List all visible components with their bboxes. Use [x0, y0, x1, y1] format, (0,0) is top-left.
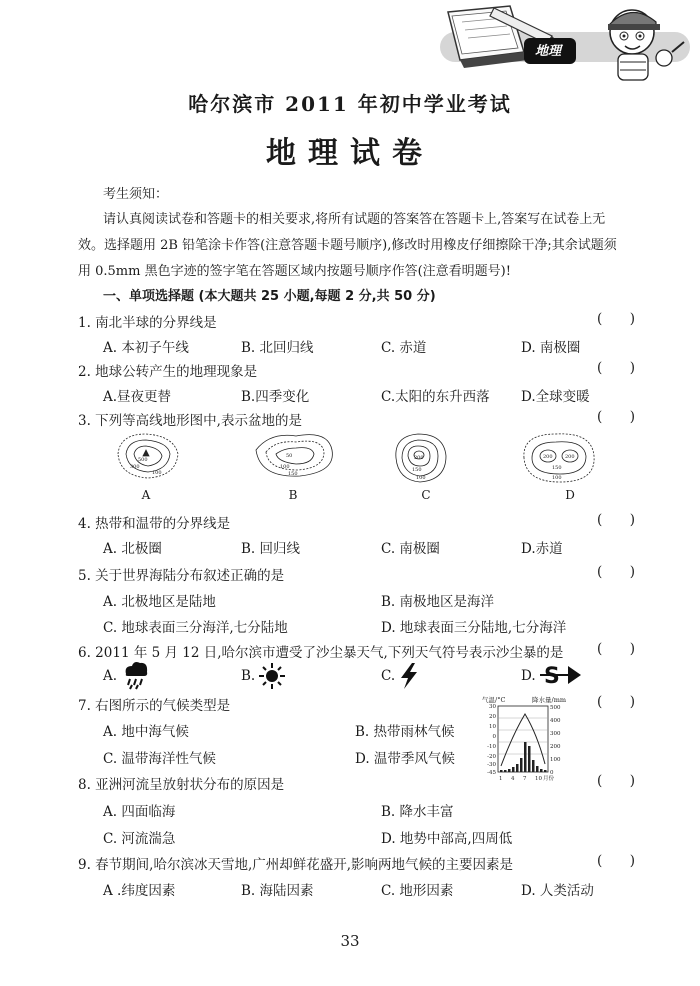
answer-paren: ( ) [597, 311, 635, 327]
option-d: D. 地势中部高,四周低 [381, 831, 513, 847]
option-b: B. 回归线 [241, 541, 301, 557]
answer-paren: ( ) [597, 512, 635, 528]
svg-text:150: 150 [288, 471, 298, 477]
rain-storm-icon [122, 660, 150, 690]
svg-text:400: 400 [550, 718, 561, 724]
notice-line: 请认真阅读试卷和答题卡的相关要求,将所有试题的答案答在答题卡上,答案写在试卷上无 [103, 212, 606, 227]
svg-text:-10: -10 [487, 744, 496, 750]
sandstorm-symbol-icon [538, 660, 582, 690]
option-c: C. 温带海洋性气候 [103, 751, 216, 767]
svg-text:S: S [544, 664, 560, 689]
svg-text:200: 200 [414, 455, 424, 461]
option-b: B. 降水丰富 [381, 804, 454, 820]
svg-text:200: 200 [565, 454, 575, 460]
option-a: A.昼夜更替 [103, 389, 172, 405]
option-a: A. 北极地区是陆地 [103, 594, 216, 610]
question-stem: 5. 关于世界海陆分布叙述正确的是 [78, 568, 285, 584]
question-stem: 2. 地球公转产生的地理现象是 [78, 364, 258, 380]
notice-heading: 考生须知： [103, 187, 169, 202]
option-c: C. 南极圈 [381, 541, 440, 557]
page-number: 33 [340, 932, 360, 950]
contour-map-a [118, 434, 178, 478]
option-c: C. 赤道 [381, 340, 427, 356]
option-d: D.赤道 [521, 541, 563, 557]
option-d: D. 地球表面三分陆地,七分海洋 [381, 620, 567, 636]
question-stem: 4. 热带和温带的分界线是 [78, 516, 231, 532]
option-d: D. 南极圈 [521, 340, 581, 356]
svg-text:-30: -30 [487, 762, 496, 768]
option-b: B. [241, 668, 256, 684]
climate-chart [478, 694, 578, 786]
sun-icon [258, 662, 286, 690]
svg-text:10: 10 [535, 776, 542, 782]
svg-text:降水量/mm: 降水量/mm [532, 696, 567, 704]
question-stem: 7. 右图所示的气候类型是 [78, 698, 231, 714]
svg-text:300: 300 [130, 464, 140, 470]
svg-text:气温/°C: 气温/°C [482, 696, 506, 704]
svg-text:30: 30 [489, 704, 496, 710]
answer-paren: ( ) [597, 409, 635, 425]
option-b: B. 南极地区是海洋 [381, 594, 495, 610]
question-stem: 8. 亚洲河流呈放射状分布的原因是 [78, 777, 285, 793]
exam-title: 哈尔滨市 2011 年初中学业考试 [188, 92, 512, 116]
option-c: C. [381, 668, 396, 684]
question-stem: 9. 春节期间,哈尔滨冰天雪地,广州却鲜花盛开,影响两地气候的主要因素是 [78, 857, 514, 873]
contour-maps [110, 430, 580, 486]
contour-map-d [524, 434, 594, 482]
subject-badge: 地理 [534, 44, 561, 59]
option-b: B. 海陆因素 [241, 883, 314, 899]
svg-text:100: 100 [416, 475, 426, 481]
option-d: D. [521, 668, 536, 684]
svg-text:0: 0 [492, 734, 496, 740]
svg-text:500: 500 [138, 457, 148, 463]
option-c: C.太阳的东升西落 [381, 389, 490, 405]
svg-text:1: 1 [499, 776, 503, 782]
option-a: A. 北极圈 [103, 541, 162, 557]
question-stem: 6. 2011 年 5 月 12 日,哈尔滨市遭受了沙尘暴天气,下列天气符号表示沙尘暴的是 [78, 645, 564, 661]
svg-text:500: 500 [550, 705, 561, 711]
option-b: B.四季变化 [241, 389, 310, 405]
notice-line: 效。选择题用 2B 铅笔涂卡作答(注意答题卡题号顺序),修改时用橡皮仔细擦除干净;其余试题须 [78, 238, 617, 253]
svg-text:10: 10 [489, 724, 496, 730]
svg-text:50: 50 [286, 453, 293, 459]
option-c: C. 河流湍急 [103, 831, 176, 847]
figure-label-c: C [421, 488, 431, 502]
answer-paren: ( ) [597, 853, 635, 869]
option-a: A. [103, 668, 118, 684]
svg-text:0: 0 [550, 770, 554, 776]
figure-label-d: D [565, 488, 575, 502]
svg-text:-45: -45 [487, 770, 496, 776]
svg-text:4: 4 [511, 776, 515, 782]
option-c: C. 地形因素 [381, 883, 454, 899]
question-stem: 3. 下列等高线地形图中,表示盆地的是 [78, 413, 302, 429]
option-a: A .纬度因素 [103, 883, 176, 899]
figure-label-b: B [288, 488, 298, 502]
answer-paren: ( ) [597, 564, 635, 580]
option-d: D.全球变暖 [521, 389, 590, 405]
book-icon [448, 6, 528, 68]
svg-text:100: 100 [280, 464, 290, 470]
option-d: D. 人类活动 [521, 883, 594, 899]
notice-line: 用 0.5mm 黑色字迹的签字笔在答题区域内按题号顺序作答(注意看明题号)! [78, 264, 511, 279]
svg-text:150: 150 [412, 467, 422, 473]
contour-map-b [256, 435, 332, 477]
svg-text:月份: 月份 [543, 776, 555, 782]
answer-paren: ( ) [597, 360, 635, 376]
option-d: D. 温带季风气候 [355, 751, 455, 767]
svg-text:100: 100 [152, 470, 162, 476]
answer-paren: ( ) [597, 773, 635, 789]
option-a: A. 地中海气候 [103, 724, 189, 740]
option-c: C. 地球表面三分海洋,七分陆地 [103, 620, 288, 636]
lightning-icon [398, 662, 420, 690]
svg-text:20: 20 [489, 714, 496, 720]
contour-map-c [396, 434, 446, 482]
option-b: B. 热带雨林气候 [355, 724, 455, 740]
section-title: 一、单项选择题 (本大题共 25 小题,每题 2 分,共 50 分) [103, 289, 436, 304]
svg-text:100: 100 [550, 757, 561, 763]
svg-text:-20: -20 [487, 754, 496, 760]
svg-text:200: 200 [543, 454, 553, 460]
answer-paren: ( ) [597, 641, 635, 657]
figure-label-a: A [141, 488, 151, 502]
answer-paren: ( ) [597, 694, 635, 710]
paper-title: 地理试卷 [266, 136, 434, 171]
option-a: A. 本初子午线 [103, 340, 189, 356]
svg-text:150: 150 [552, 465, 562, 471]
question-stem: 1. 南北半球的分界线是 [78, 315, 217, 331]
svg-text:300: 300 [550, 731, 561, 737]
svg-text:100: 100 [552, 475, 562, 481]
option-a: A. 四面临海 [103, 804, 176, 820]
svg-text:7: 7 [523, 776, 527, 782]
svg-text:200: 200 [550, 744, 561, 750]
option-b: B. 北回归线 [241, 340, 314, 356]
